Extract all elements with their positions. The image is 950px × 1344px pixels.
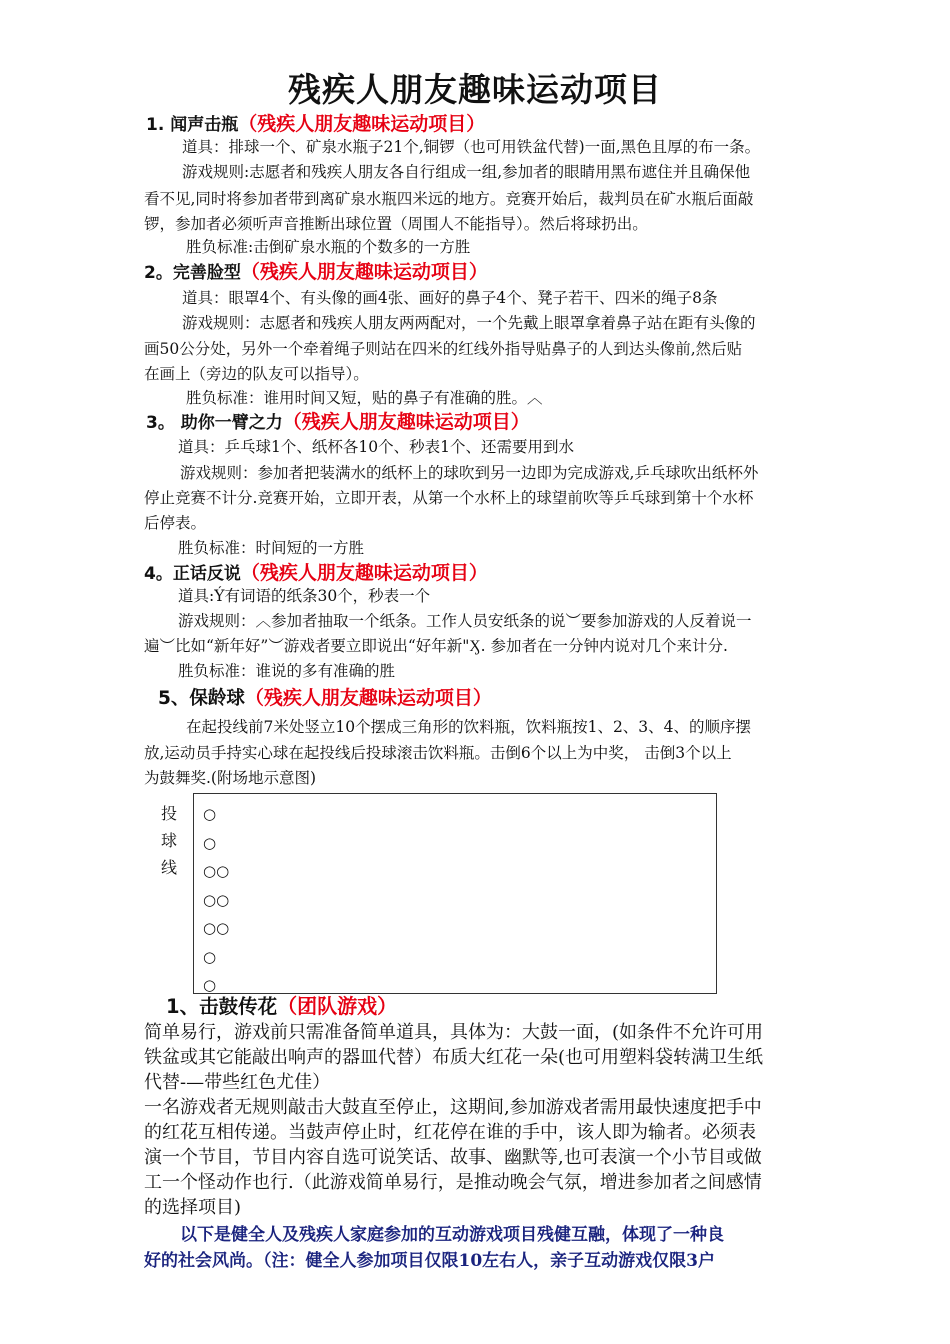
body-line: 工一个怪动作也行.（此游戏简单易行，是推动晚会气氛，增进参加者之间感情 xyxy=(144,1172,762,1193)
section-number: 2。 xyxy=(144,263,173,283)
body-line: 的选择项目) xyxy=(144,1197,242,1218)
body-line: 看不见,同时将参加者带到离矿泉水瓶四米远的地方。竞赛开始后，裁判员在矿水瓶后面敲 xyxy=(144,190,754,208)
section-heading xyxy=(144,563,488,584)
body-line: 胜负标准：时间短的一方胜 xyxy=(178,539,365,557)
body-line: 胜负标准：谁用时间又短，贴的鼻子有准确的胜。︿ xyxy=(186,389,543,407)
body-line: 游戏规则：︿参加者抽取一个纸条。工作人员安纸条的说︶要参加游戏的人反着说一 xyxy=(178,612,752,630)
section-name: 助你一臂之力 xyxy=(180,413,283,433)
body-line: 演一个节目，节目内容自选可说笑话、故事、幽默等,也可表演一个小节目或做 xyxy=(144,1147,762,1168)
body-line: 画50公分处，另外一个牵着绳子则站在四米的红线外指导贴鼻子的人到达头像前,然后贴 xyxy=(144,340,743,358)
body-line: 为鼓舞奖.(附场地示意图) xyxy=(144,769,317,787)
body-line: 道具：眼罩4个、有头像的画4张、画好的鼻子4个、凳子若干、四米的绳子8条 xyxy=(182,289,718,307)
body-line: 代替-—带些红色尤佳） xyxy=(144,1072,331,1093)
body-line: 铁盆或其它能敲出响声的器皿代替）布质大红花一朵(也可用塑料袋转满卫生纸 xyxy=(144,1047,764,1068)
body-line: 遍︶比如“新年好”︶游戏者要立即说出“好年新"Ӽ. 参加者在一分钟内说对几个来计分. xyxy=(144,637,728,655)
bottle-row: ○ xyxy=(203,805,217,823)
section-tag: （团队游戏） xyxy=(277,994,398,1018)
throw-line-label xyxy=(159,800,179,881)
body-line: 游戏规则：参加者把装满水的纸杯上的球吹到另一边即为完成游戏,乒乓球吹出纸杯外 xyxy=(180,464,759,482)
bottle-row: ○○ xyxy=(203,862,230,880)
team-heading xyxy=(166,996,397,1017)
section-number: 1. xyxy=(146,115,171,135)
section-name: 击鼓传花 xyxy=(199,995,278,1018)
body-line: 锣，参加者必须听声音推断出球位置（周围人不能指导）。然后将球扔出。 xyxy=(144,215,648,233)
section-tag: （残疾人朋友趣味运动项目） xyxy=(282,411,530,433)
section-tag: （残疾人朋友趣味运动项目） xyxy=(244,687,492,709)
section-name: 闻声击瓶 xyxy=(170,115,239,135)
label-char: 球 xyxy=(160,831,177,850)
footer-note-line: 好的社会风尚。（注：健全人参加项目仅限10左右人，亲子互动游戏仅限3户 xyxy=(144,1251,715,1271)
body-line: 游戏规则：志愿者和残疾人朋友两两配对，一个先戴上眼罩拿着鼻子站在距有头像的 xyxy=(182,314,756,332)
body-line: 游戏规则:志愿者和残疾人朋友各自行组成一组,参加者的眼睛用黑布遮住并且确保他 xyxy=(182,163,751,181)
section-heading xyxy=(146,114,485,135)
body-line: 放,运动员手持实心球在起投线后投球滚击饮料瓶。击倒6个以上为中奖， 击倒3个以上 xyxy=(144,744,732,762)
bottle-row: ○○ xyxy=(203,919,230,937)
body-line: 在起投线前7米处竖立10个摆成三角形的饮料瓶，饮料瓶按1、2、3、4、的顺序摆 xyxy=(186,718,752,736)
body-line: 简单易行，游戏前只需准备简单道具，具体为：大鼓一面，(如条件不允许可用 xyxy=(144,1022,764,1043)
bottle-row: ○ xyxy=(203,976,217,994)
body-line: 在画上（旁边的队友可以指导）。 xyxy=(144,365,369,383)
section-number: 5、 xyxy=(158,688,190,709)
bottle-row: ○ xyxy=(203,833,217,852)
section-number: 3。 xyxy=(146,413,181,433)
section-name: 保龄球 xyxy=(189,688,245,709)
section-heading xyxy=(144,262,488,283)
body-line: 道具：排球一个、矿泉水瓶子21个,铜锣（也可用铁盆代替)一面,黑色且厚的布一条。 xyxy=(182,138,761,156)
bottle-row: ○ xyxy=(203,947,217,966)
section-tag: （残疾人朋友趣味运动项目） xyxy=(238,113,486,135)
field-diagram xyxy=(193,793,717,994)
section-number: 4。 xyxy=(144,564,173,584)
body-line: 后停表。 xyxy=(144,514,207,532)
body-line: 的红花互相传递。当鼓声停止时，红花停在谁的手中，该人即为输者。必须表 xyxy=(144,1122,756,1143)
section-number: 1、 xyxy=(166,995,200,1018)
body-line: 停止竞赛不计分.竞赛开始，立即开表，从第一个水杯上的球望前吹等乒乓球到第十个水杯 xyxy=(144,489,754,507)
section-name: 完善脸型 xyxy=(172,263,241,283)
label-char: 线 xyxy=(160,858,177,877)
body-line: 道具：乒乓球1个、纸杯各10个、秒表1个、还需要用到水 xyxy=(178,438,574,456)
bottle-layout xyxy=(203,800,229,1000)
section-tag: （残疾人朋友趣味运动项目） xyxy=(240,562,488,584)
bottle-row: ○○ xyxy=(203,890,230,909)
body-line: 胜负标准：谁说的多有准确的胜 xyxy=(178,662,396,680)
section-heading xyxy=(158,688,492,709)
footer-note-line: 以下是健全人及残疾人家庭参加的互动游戏项目残健互融，体现了一种良 xyxy=(180,1225,724,1245)
label-char: 投 xyxy=(160,804,177,823)
section-name: 正话反说 xyxy=(172,564,241,584)
body-line: 道具:Ý有词语的纸条30个，秒表一个 xyxy=(178,587,431,605)
section-tag: （残疾人朋友趣味运动项目） xyxy=(240,261,488,283)
section-heading xyxy=(146,412,530,433)
body-line: 一名游戏者无规则敲击大鼓直至停止，这期间,参加游戏者需用最快速度把手中 xyxy=(144,1097,762,1118)
document-title: 残疾人朋友趣味运动项目 xyxy=(288,70,662,109)
body-line: 胜负标准:击倒矿泉水瓶的个数多的一方胜 xyxy=(186,238,471,256)
